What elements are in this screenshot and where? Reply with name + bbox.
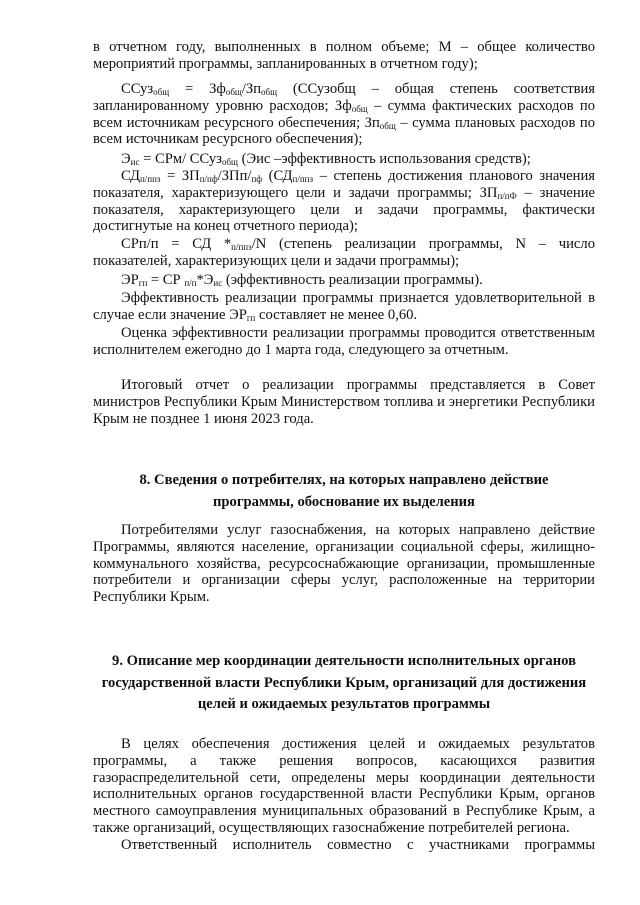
formula-paragraph-srpp: СРп/п = СД $*_{п/ппз}/N$ (степень реализации программы, N – число показателей, характеризующих цели и задачи программы); — [93, 236, 595, 269]
formula-paragraph-eis: $Э_{ис} = СРм/$ ССуз$_{общ}$ (Эис –эффективность использования средств); — [121, 151, 531, 167]
section-8-heading: 8. Сведения о потребителях, на которых направлено действие программы, обоснование их выделения — [139, 472, 549, 510]
final-report-paragraph: Итоговый отчет о реализации программы представляется в Совет министров Республики Крым Министерством топлива и энергетики Республики Крым не позднее 1 июня 2023 года. — [93, 377, 595, 427]
responsible-executor-paragraph: Ответственный исполнитель совместно с участниками программы — [121, 837, 595, 853]
efficiency-criterion-paragraph: Эффективность реализации программы признается удовлетворительной в случае если значение $ЭР_{гп}$ составляет не менее 0,60. — [93, 290, 595, 323]
section-9-heading: 9. Описание мер координации деятельности исполнительных органов государственной власти Республики Крым, организаций для достижения целей и ожидаемых результатов программы — [101, 653, 587, 712]
formula-paragraph-sscuz: ССуз$_{общ}$ = $Зф_{общ}/Зп_{общ}$ (ССузобщ – общая степень соответствия запланированному уровню расходов; $Зф_{общ}$ – сумма фактических расходов по всем источникам ресурсного обеспечения; $Зп_{общ}$ – сумма плановых расходов по всем источникам ресурсного обеспечения); — [93, 81, 596, 148]
paragraph-continuation: в отчетном году, выполненных в полном объеме; М – общее количество мероприятий программы, запланированных в отчетном году); — [93, 39, 595, 72]
consumers-paragraph: Потребителями услуг газоснабжения, на которых направлено действие Программы, являются население, организации социальной сферы, жилищно-коммунального хозяйства, ресурсоснабжающие организации, промышленные потребители и организации сферы услуг, расположенные на территории Республики Крым. — [93, 522, 595, 606]
formula-paragraph-sd: $СД_{п/ппз} = ЗП_{п/пф}/ЗПп/_{пф}$ ($СД_{п/ппз}$ – степень достижения планового значения показателя, характеризующего цели и задачи программы; $ЗП_{п/пФ}$ – значение показателя, характеризующего цели и задачи программы, фактически достигнутые на конец отчетного периода); — [93, 168, 595, 235]
evaluation-paragraph: Оценка эффективности реализации программы проводится ответственным исполнителем ежегодно до 1 марта года, следующего за отчетным. — [93, 325, 595, 358]
coordination-paragraph: В целях обеспечения достижения целей и ожидаемых результатов программы, а также решения вопросов, касающихся развития газораспределительной сети, определены меры координации деятельности исполнительных органов государственной власти Республики Крым, органов местного самоуправления муниципальных образований в Республике Крым, а также организаций, осуществляющих газоснабжение потребителей региона. — [93, 736, 595, 836]
formula-paragraph-ergp: $ЭР_{гп}$ = СР $_{п/п}*Э_{ис}$ (эффективность реализации программы). — [121, 272, 483, 288]
